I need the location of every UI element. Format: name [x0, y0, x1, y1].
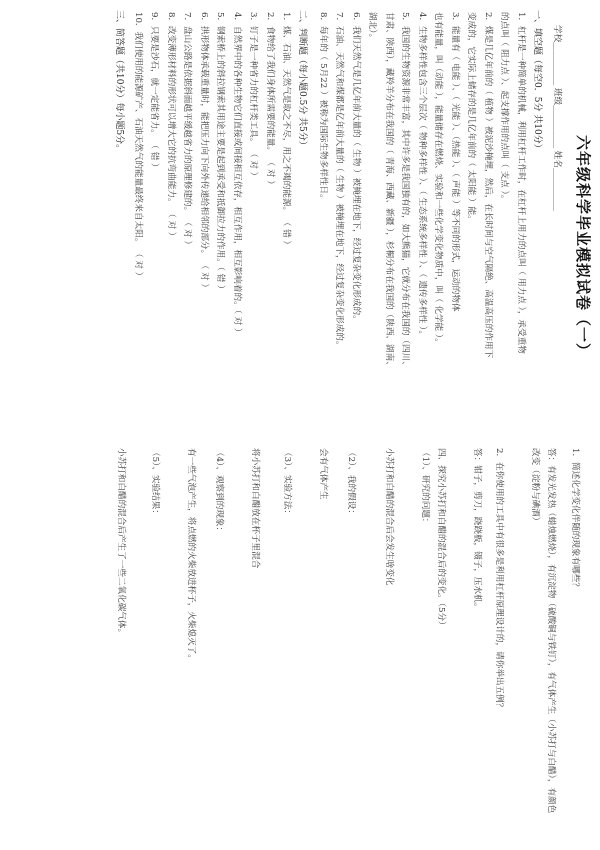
section-fill-heading: 一、填空题（每空0．5分 共10分） — [532, 10, 542, 153]
judge-question-line: 4．自然界中的各种生物它们直接或间接相互依存，相互作用，相互影响着的。（ 对 ） — [232, 12, 242, 337]
fill-question-line: 3．能量有（ 电能 ）、（ 光能 ）、（热能 ）、（ 声能 ）等不同的形式，运动的物体 — [450, 12, 460, 312]
answer-line: 会有气体产生 — [318, 448, 328, 500]
judge-question-line: 2．食物给了我们身体所需要的能量。 （ 对 ） — [265, 12, 275, 189]
fill-question-line: 也有能量，叫（动能 ），能量储存在燃烧、实验和一些化学变化物质中，叫（ 化学能 ）。 — [433, 12, 444, 347]
section-judge-heading: 二、判断题（每小题0.5分 共5分） — [297, 10, 308, 150]
answer-line: （2）、我的假设： — [346, 448, 356, 518]
judge-question-line: 9．只要是沙石，就一定能省力。 （ 错 ） — [149, 12, 160, 172]
fill-question-line: 7．石油、天然气和煤都是亿年前大量的（ 生物 ）被掩埋在地下，经过复杂变化形成的。 — [334, 12, 345, 350]
judge-question-line: 10．我们使用的能源矿产、石油天然气的能量最终来自太阳。 （ 对 ） — [133, 12, 143, 281]
judge-question-line: 7．盘山公路是依据斜面越平缓越省力的原理修建的。 （ 对 ） — [182, 12, 193, 250]
fill-question-line: 的点叫（ 阻力点 ）、起支撑作用的点叫（ 支点 ）。 — [499, 12, 510, 204]
answer-line: （5）、实验结果： — [150, 448, 160, 518]
answer-line: 2．在你使用的工具中有很多是利用杠杆原理设计的，请你举出五例？ — [494, 448, 504, 712]
answer-line: 答：钳子，剪刀，跷跷板，镊子，压水机。 — [472, 448, 482, 612]
fill-question-line: 甘肃、陕西），藏羚羊分布在我国的（ 青海、西藏、新疆 ），杉桐分布在我国的（陕西、湖南、 — [384, 12, 394, 370]
fill-question-line: 8．每年的（ 5月22 ）被称为国际生物多样性日。 — [318, 12, 328, 203]
fill-question-line: 2．煤是几亿年前的（ 植物 ）被泥沙掩埋，然后，在长时间与空气隔绝、高温高压的作用下 — [483, 12, 493, 359]
fill-question-line: 变成的，它实际上储存的是几亿年前的（ 太阳能 ）能。 — [466, 12, 477, 224]
judge-question-line: 1．煤、石油、天然气是取之不尽，用之不竭的能源。 （ 错 ） — [281, 12, 292, 250]
answer-line: 改变（淀粉与碘酒） — [530, 448, 540, 526]
answer-line: 答：有发光发热（蜡烛燃烧），有沉淀物（硫酸铜与铁钉），有气体产生（小苏打与白醋），有颜色 — [546, 448, 556, 814]
judge-question-line: 3．钉子是一种省力的杠杆类工具。 （ 对 ） — [248, 12, 259, 181]
answer-line: 小苏打和白醋的混合后产生了一些二氧化碳气体。 — [116, 448, 126, 638]
answer-line: 有一些气泡产生，将点燃的火柴放进杯子，火柴熄灭了。 — [186, 448, 196, 663]
answer-line: （3）、实验方法： — [282, 448, 292, 518]
student-info: 学校__________ 班级__________ 姓名__________ — [552, 25, 562, 211]
answer-line: 四、探究小苏打和白醋的混合后的变化。（5分） — [436, 448, 446, 630]
right-column — [0, 440, 600, 850]
answer-line: （1）、研究的问题： — [420, 448, 430, 527]
judge-question-line: 5．钢索桥上的斜拉钢索其用途主要是起到承受和抵御拉力的作用。（ 错 ） — [215, 12, 226, 294]
answer-line: 1．简述化学变化伴随的现象有哪些？ — [570, 448, 580, 591]
answer-line: 将小苏打和白醋放在杯子里混合 — [250, 448, 260, 569]
answer-line: 小苏打和白醋的混合后会发生啥变化 — [384, 448, 394, 586]
fill-question-line: 4．生物多样性包含三个层次（ 物种多样性 ）、（ 生态系统多样性 ）、（ 遗传多样性 ）。 — [417, 12, 427, 339]
judge-question-line: 8．改变薄形材料的形状可以增大它的抗弯曲能力。 （ 对 ） — [166, 12, 176, 241]
fill-question-line: 6．我们天然气是几亿年前大量的（ 生物 ）被掩埋在地下，经过复杂变化形成的。 — [351, 12, 361, 324]
answer-line: （4）、观察到的现象： — [214, 448, 224, 536]
fill-question-line: 5．我国的生物资源非常丰富，其中许多是我国独有的，如大熊猫，它就分布在我国的（四川、 — [400, 12, 411, 370]
section-short-heading: 三、简答题（共10分）每小题5分。 — [114, 10, 125, 154]
fill-question-line: 湖北）。 — [367, 12, 378, 43]
judge-question-line: 6．拱形物体承载重量时，能把压力向下向外传递给相邻的部分。 （ 对 ） — [199, 12, 209, 293]
exam-title: 六年级科学毕业模拟试卷（一） — [574, 135, 592, 360]
fill-question-line: 1．杠杆是一种简单的机械，利用杠杆工作时，在杠杆上用力的点叫（ 用力点 ），承受重物 — [516, 12, 526, 354]
